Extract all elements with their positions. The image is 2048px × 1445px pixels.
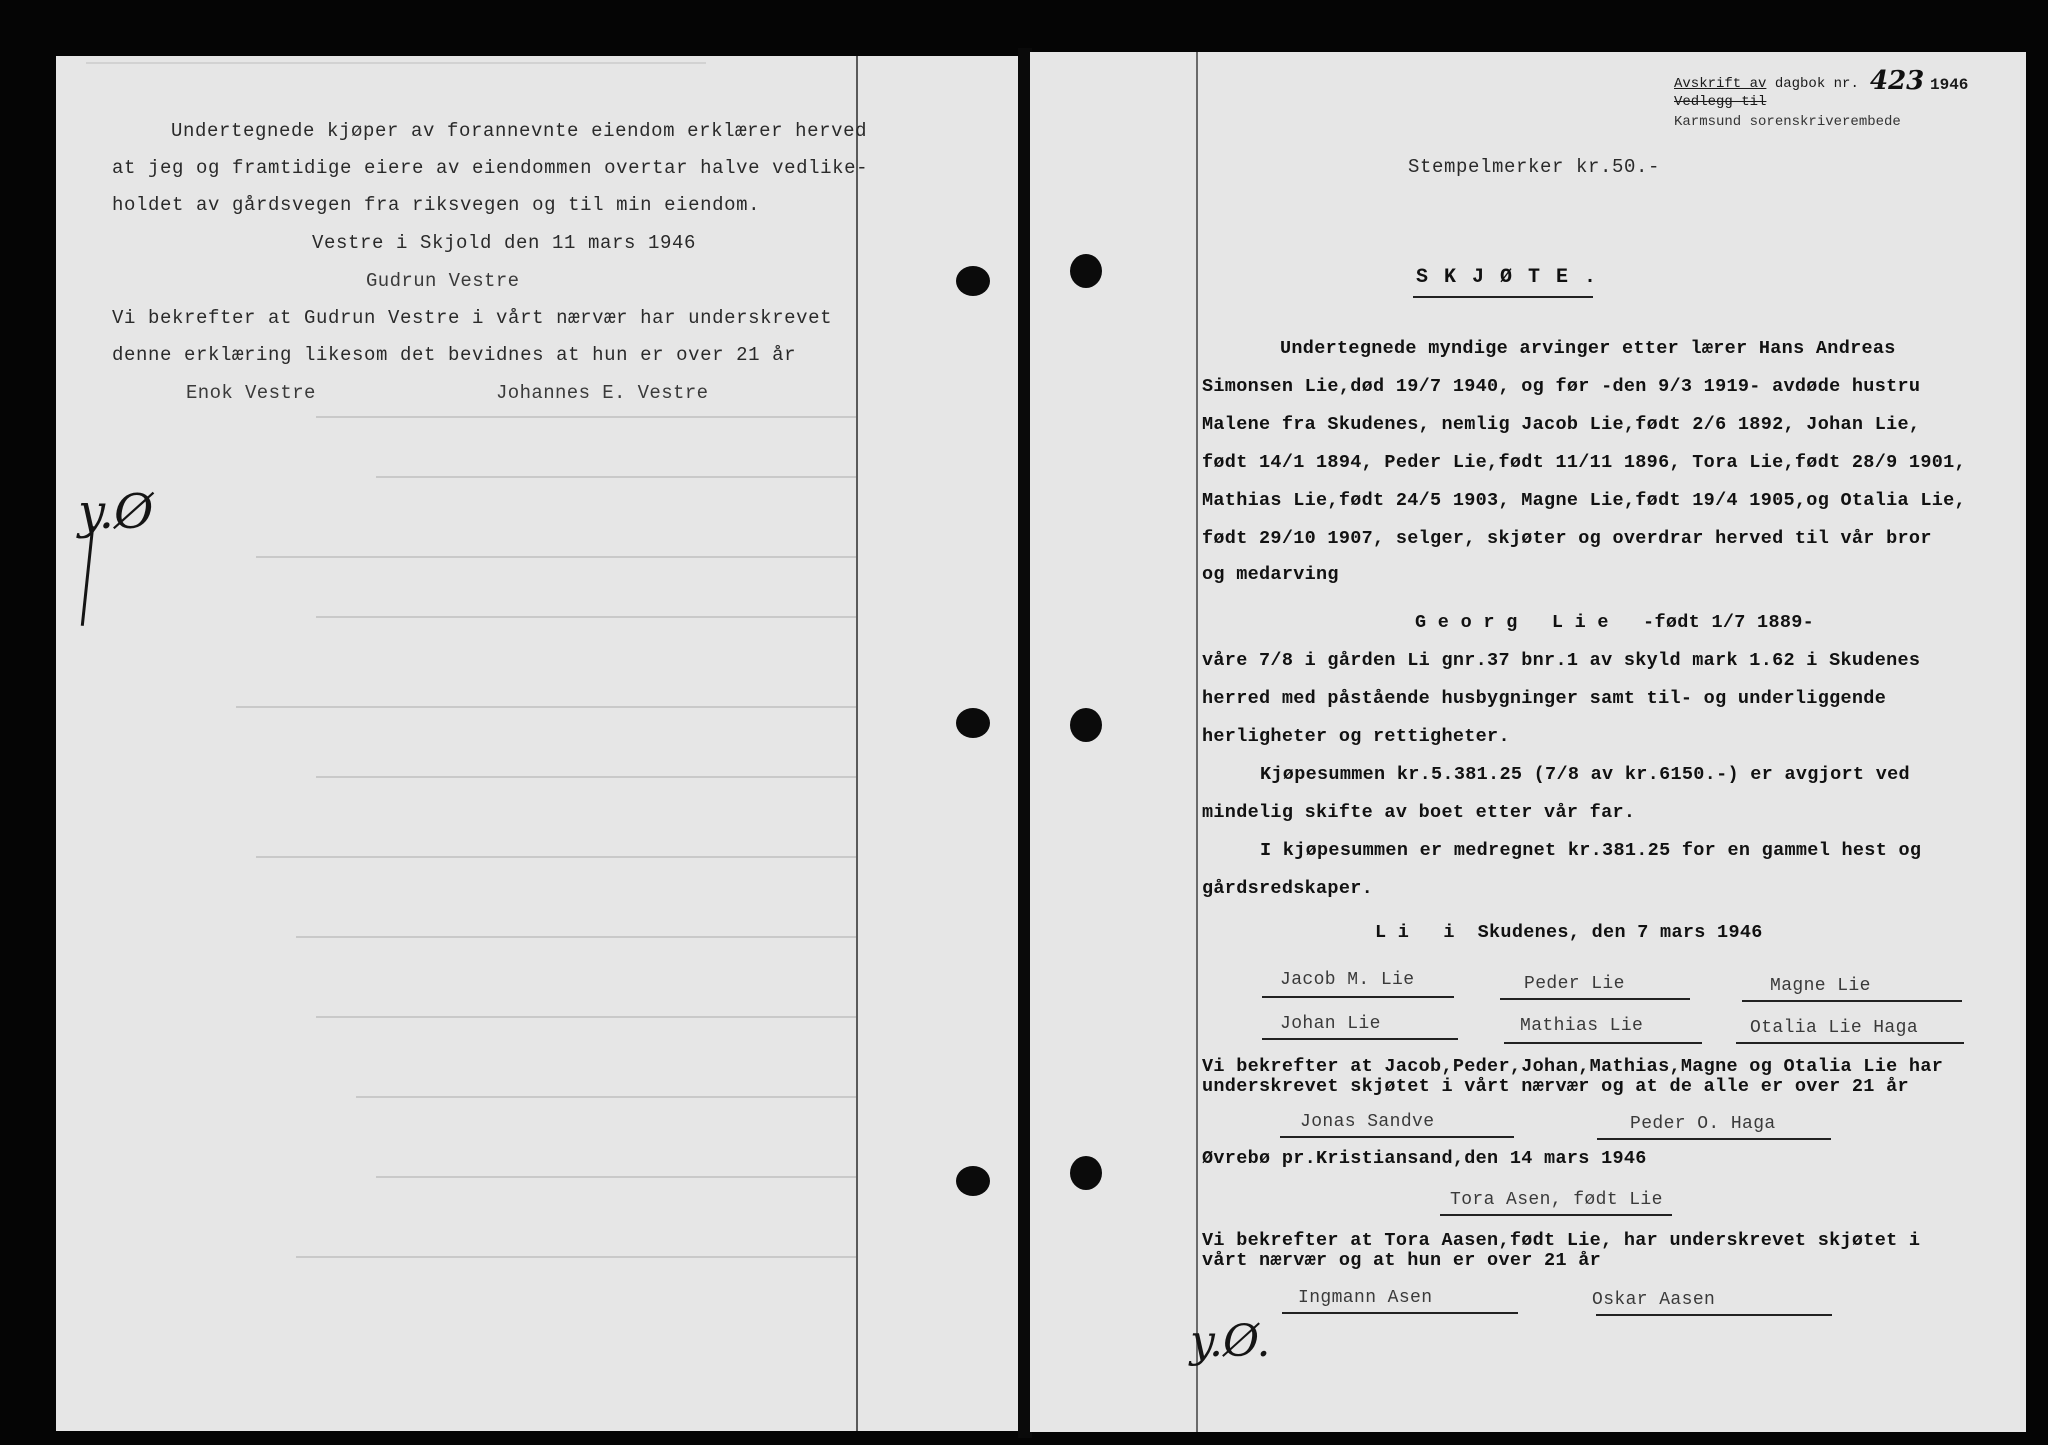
signature-line (1262, 1038, 1458, 1040)
bleed-through-line (236, 706, 856, 708)
signature-magne: Magne Lie (1770, 976, 1871, 996)
left-line-2: at jeg og framtidige eiere av eiendommen overtar halve vedlike- (112, 157, 869, 179)
left-witness-2: Johannes E. Vestre (496, 382, 709, 404)
bleed-through-line (296, 1256, 856, 1258)
left-page-column-rule (856, 56, 858, 1431)
left-line-confirm: Vi bekrefter at Gudrun Vestre i vårt nærvær har underskrevet (112, 307, 833, 329)
registry-stamp-line-2: Karmsund sorenskriverembede (1674, 114, 1901, 130)
signature-line (1596, 1314, 1832, 1316)
witness-ingmann: Ingmann Asen (1298, 1288, 1433, 1308)
deed-line-9: våre 7/8 i gården Li gnr.37 bnr.1 av skyld mark 1.62 i Skudenes (1202, 650, 1921, 671)
bleed-through-line (256, 556, 856, 558)
signature-line (1500, 998, 1690, 1000)
punch-hole (956, 1166, 990, 1196)
signature-line (1742, 1000, 1962, 1002)
deed-line-14: I kjøpesummen er medregnet kr.381.25 for en gammel hest og (1260, 840, 1922, 861)
punch-hole (1070, 254, 1102, 288)
signature-line (1597, 1138, 1831, 1140)
punch-hole (1070, 1156, 1102, 1190)
signature-peder: Peder Lie (1524, 974, 1625, 994)
confirmation-2-line-2: vårt nærvær og at hun er over 21 år (1202, 1250, 1602, 1271)
bleed-through-line (376, 1176, 856, 1178)
bleed-through-line (356, 1096, 856, 1098)
left-margin-mark: y.Ø (78, 484, 154, 540)
signature-otalia: Otalia Lie Haga (1750, 1018, 1919, 1038)
signature-tora: Tora Asen, født Lie (1450, 1190, 1663, 1210)
left-witness-1: Enok Vestre (186, 382, 316, 404)
signature-line (1262, 996, 1454, 998)
deed-line-7: og medarving (1202, 564, 1339, 585)
stamp-struck-text: Vedlegg til (1674, 94, 1767, 110)
right-page (1030, 52, 2026, 1432)
stamp-duty-note: Stempelmerker kr.50.- (1408, 156, 1661, 178)
deed-line-4: født 14/1 1894, Peder Lie,født 11/11 1896, Tora Lie,født 28/9 1901, (1202, 452, 1966, 473)
deed-place-date: L i i Skudenes, den 7 mars 1946 (1375, 922, 1763, 943)
left-line-3: holdet av gårdsvegen fra riksvegen og til min eiendom. (112, 194, 761, 216)
witness-jonas: Jonas Sandve (1300, 1112, 1435, 1132)
deed-line-12: Kjøpesummen kr.5.381.25 (7/8 av kr.6150.-) er avgjort ved (1260, 764, 1910, 785)
signature-johan: Johan Lie (1280, 1014, 1381, 1034)
stamp-mid: dagbok nr. (1774, 76, 1859, 92)
bleed-through-line (316, 776, 856, 778)
witness-peder-haga: Peder O. Haga (1630, 1114, 1776, 1134)
signature-line (1282, 1312, 1518, 1314)
buyer-name-line: G e o r g L i e -født 1/7 1889- (1415, 612, 1815, 633)
left-page (56, 56, 1020, 1431)
deed-line-1: Undertegnede myndige arvinger etter lærer Hans Andreas (1280, 338, 1896, 359)
signature-mathias: Mathias Lie (1520, 1016, 1644, 1036)
deed-line-15: gårdsredskaper. (1202, 878, 1374, 899)
signature-jacob: Jacob M. Lie (1280, 970, 1415, 990)
punch-hole (956, 266, 990, 296)
right-page-margin-rule (1196, 52, 1198, 1432)
title-underline (1413, 296, 1593, 298)
punch-hole (956, 708, 990, 738)
deed-line-10: herred med påstående husbygninger samt til- og underliggende (1202, 688, 1887, 709)
bleed-through-line (296, 936, 856, 938)
bleed-through-line (376, 476, 856, 478)
witness-oskar: Oskar Aasen (1592, 1290, 1716, 1310)
confirmation-2-line-1: Vi bekrefter at Tora Aasen,født Lie, har underskrevet skjøtet i (1202, 1230, 1921, 1251)
bleed-through-line (86, 62, 706, 64)
signature-line (1440, 1214, 1672, 1216)
stamp-year: 1946 (1930, 76, 1969, 94)
signature-line (1280, 1136, 1514, 1138)
place-date-2: Øvrebø pr.Kristiansand,den 14 mars 1946 (1202, 1148, 1647, 1169)
stamp-prefix: Avskrift av (1674, 76, 1767, 92)
deed-line-11: herligheter og rettigheter. (1202, 726, 1510, 747)
left-line-1: Undertegnede kjøper av forannevnte eiendom erklærer herved (171, 120, 868, 142)
bleed-through-line (316, 416, 856, 418)
left-place-date: Vestre i Skjold den 11 mars 1946 (312, 232, 697, 254)
bleed-through-line (316, 1016, 856, 1018)
signature-line (1504, 1042, 1702, 1044)
deed-line-13: mindelig skifte av boet etter vår far. (1202, 802, 1636, 823)
right-margin-mark: y.Ø. (1190, 1316, 1271, 1367)
margin-mark-stroke (81, 526, 94, 626)
deed-line-2: Simonsen Lie,død 19/7 1940, og før -den 9/3 1919- avdøde hustru (1202, 376, 1921, 397)
punch-hole (1070, 708, 1102, 742)
confirmation-1-line-2: underskrevet skjøtet i vårt nærvær og at de alle er over 21 år (1202, 1076, 1909, 1097)
deed-line-6: født 29/10 1907, selger, skjøter og overdrar herved til vår bror (1202, 528, 1932, 549)
left-line-confirm-2: denne erklæring likesom det bevidnes at hun er over 21 år (112, 344, 797, 366)
deed-line-3: Malene fra Skudenes, nemlig Jacob Lie,født 2/6 1892, Johan Lie, (1202, 414, 1921, 435)
bleed-through-line (256, 856, 856, 858)
signature-line (1736, 1042, 1964, 1044)
deed-line-5: Mathias Lie,født 24/5 1903, Magne Lie,født 19/4 1905,og Otalia Lie, (1202, 490, 1966, 511)
confirmation-1-line-1: Vi bekrefter at Jacob,Peder,Johan,Mathias,Magne og Otalia Lie har (1202, 1056, 1944, 1077)
dagbok-number: 423 (1870, 66, 1925, 96)
registry-stamp-line-1 (1674, 76, 1859, 92)
left-signature-gudrun: Gudrun Vestre (366, 270, 520, 292)
document-title: S K J Ø T E . (1416, 266, 1599, 289)
bleed-through-line (316, 616, 856, 618)
